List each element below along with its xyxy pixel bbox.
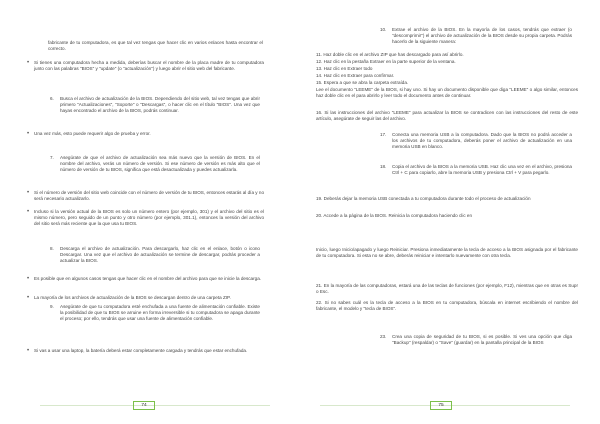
paragraph: Inicio, luego Inicio/apagado y luego Reiniciar. Presiona inmediatamente la tecla de acceso a la BIOS asignada por el fabricante de tu computadora. Si esta no se abre, deberás reiniciar e intentarlo nuevamente con otra tecla. xyxy=(316,247,578,259)
step-number: 9. xyxy=(50,304,54,309)
list-item: 21. En la mayoría de las computadoras, estará una de las teclas de funciones (por ejemplo, F12), mientras que en otras es Supr o Esc. xyxy=(316,283,578,295)
step-17: Conecta una memoria USB a la computadora. Dado que la BIOS no podrá acceder a los archivos de tu computadora, deberás poner el archivo de actualización en una memoria USB en blanco. xyxy=(392,132,572,150)
step-10: Extrae el archivo de la BIOS. En la mayoría de los casos, tendrás que extraer (o "descomprimir") el archivo de actualización de la BIOS desde su propia carpeta. Podrás hacerlo de la siguiente manera: xyxy=(392,27,572,45)
step-23: Crea una copia de seguridad de tu BIOS, si es posible. Si ves una opción que diga "Backup" (respaldar) o "Save" (guardar) en la pantalla principal de la BIOS xyxy=(392,334,572,346)
step-number: 10. xyxy=(380,27,387,32)
right-page xyxy=(300,0,600,424)
bullet-item: • Es posible que en algunos casos tengas que hacer clic en el nombre del archivo para que se inicie la descarga. xyxy=(34,276,264,282)
bullet-item: • Una vez más, esto puede requerir algo de prueba y error. xyxy=(34,131,264,137)
list-item: 15. Espera a que se abra la carpeta extraída. xyxy=(316,80,409,85)
bullet-item: • Si tienes una computadora hecha a medida, deberías buscar el nombre de la placa madre de tu computadora junto con las palabras "BIOS" y "update" (o "actualización") y luego abrir el sitio web del fabricante. xyxy=(34,60,264,72)
step-number: 6. xyxy=(50,96,54,101)
paragraph: fabricante de tu computadora, es que tal vez tengas que hacer clic en varios enlaces hasta encontrar el correcto. xyxy=(48,40,263,52)
list-item: 22. Si no sabes cuál es la tecla de acceso a la BIOS en tu computadora, búscala en internet escribiendo el nombre del fabricante, el modelo y "tecla de BIOS". xyxy=(316,300,578,312)
step-number: 7. xyxy=(50,155,54,160)
page-number: 74 xyxy=(133,401,155,410)
footer-rule xyxy=(40,405,270,406)
step-8: Descarga el archivo de actualización. Para descargarlo, haz clic en el enlace, botón o icono Descargar. Una vez que el archivo de actualización se termine de descargar, podrás proceder a actualizar la BIOS. xyxy=(60,246,260,264)
bullet-item: • Incluso si la versión actual de la BIOS es solo un número entero (por ejemplo, 301) y el archivo del sitio es el mismo número, pero seguido de un punto y otro número (por ejemplo, 301.1), entonces la versión del archivo del sitio será más reciente que la que usa tu BIOS. xyxy=(34,209,264,228)
list-item: 12. Haz clic en la pestaña Extraer en la parte superior de la ventana. xyxy=(316,59,456,64)
list-item: 11. Haz doble clic en el archivo ZIP que has descargado para así abrirlo. xyxy=(316,52,464,57)
step-number: 23. xyxy=(380,334,387,339)
step-number: 18. xyxy=(380,164,387,169)
list-item: 20. Accede a la página de la BIOS. Reinicia la computadora haciendo clic en xyxy=(316,213,473,218)
bullet-item: • La mayoría de los archivos de actualización de la BIOS se descargan dentro de una carpeta ZIP. xyxy=(34,295,264,301)
list-item: 19. Deberás dejar la memoria USB conectada a tu computadora durante todo el proceso de actualización xyxy=(316,196,531,201)
step-6: Busca el archivo de actualización de la BIOS. Dependiendo del sitio web, tal vez tengas que abrir primero "Actualizaciones", "Soporte" o "Descargas", o hacer clic en el título "BIOS". Una vez que hayas encontrado el archivo de la BIOS, podrás continuar. xyxy=(60,96,260,114)
bullet-item: • Si el número de versión del sitio web coincide con el número de versión de tu BIOS, entonces estarás al día y no será necesario actualizarlo. xyxy=(34,190,264,202)
list-item: 14. Haz clic en Extraer para confirmar. xyxy=(316,73,395,78)
list-item: 16. Si las instrucciones del archivo "LEEME" para actualizar la BIOS se contradicen con las instrucciones del resto de este artículo, asegúrate de seguir las del archivo. xyxy=(316,110,578,122)
step-18: Copia el archivo de la BIOS a la memoria USB. Haz clic una vez en el archivo, presiona Ctrl + C para copiarlo, abre la memoria USB y presiona Ctrl + V para pegarlo. xyxy=(392,164,572,176)
step-number: 8. xyxy=(50,246,54,251)
step-number: 17. xyxy=(380,132,387,137)
step-9: Asegúrate de que tu computadora esté enchufada a una fuente de alimentación confiable. Existe la posibilidad de que tu BIOS se arruine en forma irreversible si tu computadora se apaga durante el proceso; por ello, tendrás que usar una fuente de alimentación confiable. xyxy=(60,304,260,322)
list-item: 13. Haz clic en Extraer todo xyxy=(316,66,373,71)
paragraph: Lee el documento "LEEME" de la BIOS, si hay uno. Si hay un documento disponible que diga "LEEME" o algo similar, entonces haz doble clic en el para abrirlo y leer todo el documento antes de continuar. xyxy=(316,87,578,99)
page-number: 75 xyxy=(430,401,452,410)
bullet-item: • Si vas a usar una laptop, la batería deberá estar completamente cargada y tendrás que estar enchufada. xyxy=(34,348,264,354)
step-7: Asegúrate de que el archivo de actualización sea más nuevo que la versión de BIOS. En el nombre del archivo, verás un número de versión. Si ese número de versión es más alto que el número de versión de tu BIOS, significa que está desactualizada y puedes actualizarla. xyxy=(60,155,260,173)
